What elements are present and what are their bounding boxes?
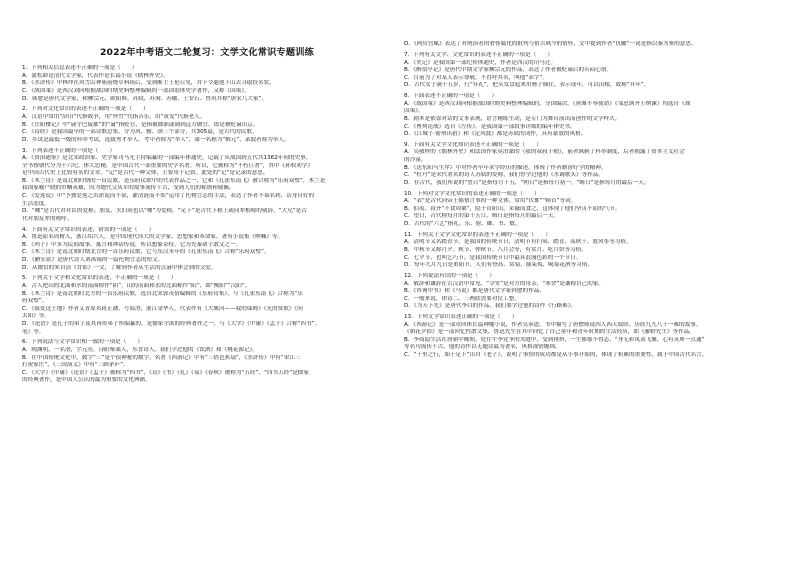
question-block — [22, 148, 392, 224]
question-block — [22, 275, 392, 336]
question-line: C．一般来说，律诗二、三两联需要对仗工整。 — [404, 295, 520, 302]
question-line: 太阳》等。 — [22, 313, 50, 320]
question-line: C．目前为了对某人表示尊敬，不直呼其名，叫他“表字”。 — [404, 74, 548, 81]
question-block — [404, 52, 774, 90]
question-line: 《朝花夕拾》是一部回忆性散文集，鲁迅先生在其中回忆了自己童年和青年时期的生活经历，如《藤野先生》等作品。 — [404, 329, 695, 336]
question-line: 全书按朝代分为十六纪，体大思精，是中国古代一部重要的史学名著。所以，它被称为“不朽巨著”，其中《孙权劝学》 — [22, 162, 314, 169]
question-line: A．吴敬梓的《儒林外史》和法国作家莫泊桑的《我的叔叔于勒》，前者讽刺了科举制度，后者揭露了资本主义社会 — [404, 149, 685, 156]
question-line: B．剧本是依靠对话的文本表现，语言精练生动，是专门为舞台演出而创作的文学样式。 — [404, 115, 621, 122]
question-line: C．“千里之行，始于足下”出自《老子》，说明了事情的成功都是从小事开始的，体现了积累的重要性，属于中国古代名言。 — [404, 352, 708, 359]
question-block — [404, 41, 774, 49]
question-line: D．在古代，我们所说的“望日”是指每月十五，“朔日”是指每月初一，“晦日”是指每月的最后一天。 — [404, 179, 650, 186]
question-line: B．《木兰诗》是南北朝时北方的一首乐府民歌，选自北宋郭茂倩编辑的《乐府诗集》，与《孔雀东南飞》合称为“乐 — [22, 290, 303, 297]
question-block — [22, 339, 392, 385]
question-line: B．《岳阳楼记》中“谪守巴陵郡”的“谪”指贬官，是指被降职或调到远方做官，即是被贬谪出京。 — [22, 121, 259, 128]
question-line: A．《史记》是我国第一部纪传体通史，作者是西汉的司马迁。 — [404, 59, 557, 66]
question-line: C．《诗经》是我国最早的一部诗歌总集，分为风、雅、颂三个部分，共305篇，是古代的民歌。 — [22, 129, 258, 136]
question-block — [22, 106, 392, 144]
question-line: A．《战国策》是西汉刘向根据战国时期史料整理编辑的，分国编次。《唐雎不辱使命》《邹忌讽齐王纳谏》均选自《战 — [404, 100, 691, 107]
question-line: D．古代的“六艺”指礼、乐、射、御、书、数。 — [404, 221, 521, 227]
question-line: 等名句流传千古，他的诗作以无题诗最为著名，风格深情缠绵。 — [404, 344, 561, 351]
question-line: B．《醉翁亭记》是唐代中期文学家柳宗元的作品，表达了作者被贬谪后的苦闷心情。 — [404, 67, 613, 74]
question-line: D．《陋室铭》是唐代诗人刘禹锡的一篇托物言志的短文。 — [22, 257, 164, 263]
right-column — [404, 38, 774, 360]
question-line: B．在中国传统文化中，数字“三”是个很神秘的数字，名著《西游记》中有“三借芭蕉扇”，《水浒传》中有“宋江三 — [22, 354, 301, 361]
question-stem: D．《阿房宫赋》表达了对统治者的奢侈腐化的批判与借古讽今的情怀，文中提到作者“仇雠”一词是指以秦为鉴的意思。 — [404, 41, 697, 48]
question-line: 代对朋友辈的称呼。 — [22, 215, 73, 222]
question-line: C．《我爱这土地》作者艾青原名蒋正涵，号海澄，浙江金华人。代表作有《大堰河——我的保姆》《光的赞歌》《向 — [22, 305, 303, 312]
question-line: 笔》等。 — [22, 328, 45, 335]
question-line: D．韩愈是唐代文学家，和柳宗元、欧阳修、苏轼、苏洵、苏辙、王安石、曾巩并称“唐宋八大家”。 — [22, 95, 268, 102]
question-stem: 9．下面有关文学文化知识表述不正确的一项是（ ） — [404, 141, 542, 148]
question-line: A．“表”是古代向帝王陈情言事的一种文体。常用“伏惟”“顿首”等词。 — [404, 198, 577, 205]
question-block — [404, 232, 774, 270]
question-line: 的冷漠。 — [404, 157, 427, 164]
question-line: B．《送东阳马生序》中对作者早年求学经历的描述，体现了作者勤奋好学的精神。 — [404, 164, 607, 171]
question-block — [404, 314, 774, 360]
question-line: D．乡试是最低一级的科举考试，选拔秀才举人，考中者称为“举人”，第一名称为“解元”，录取者称为举人。 — [22, 136, 290, 143]
question-stem: 3．下列表述不正确的一项是（ ） — [22, 147, 116, 154]
question-line: B．伯夷、叔齐“不食周粟”，隐于首阳山，采薇而食之，这体现了他们坚贞不屈的气节。 — [404, 205, 621, 212]
question-line: 国策》。 — [404, 108, 424, 115]
question-line: A．清明节又名踏青节，是我国的传统节日，清明节有扫墓、踏青、荡秋千、放风筝等习俗。 — [404, 239, 632, 246]
question-line: 的经典著作，是中国人公认的最为重要的文化典籍。 — [22, 377, 151, 384]
question-block — [404, 93, 774, 139]
left-column — [22, 62, 392, 385]
question-line: D．《论语》是孔子的弟子及其再传弟子所编纂的，是儒家学派的经典著作之一，与《大学》《中庸》《孟子》合称“四书”。 — [22, 320, 321, 327]
question-line: B．《咨询中书》和《马说》都是唐代文学家韩愈的作品。 — [404, 288, 545, 295]
question-stem: 12．下列说法有误的一项是（ ） — [404, 272, 496, 279]
question-stem: 4．下面有关文学常识的表述，错误的一项是（ ） — [22, 226, 155, 233]
question-line: D．《为天下先》是唐代李白的作品，我们要学过他的诗作《行路难》。 — [404, 303, 577, 310]
question-line: C．《木兰诗》是南北朝时期北方的一首乐府民歌，它与东汉末年的《孔雀东南飞》合称“乐府双璧”。 — [22, 249, 270, 256]
question-line: D．每年九月九日是重阳节，人们有登高、赏菊、插茱萸、喝菊花酒等习俗。 — [404, 262, 593, 269]
question-line: C．七夕节，也叫乞巧节，是我国传统节日中最具浪漫色彩的一个节日。 — [404, 254, 582, 261]
question-line: A．陶渊明，一名潜，字元亮，浔阳柴桑人，东晋诗人。我们学过他的《饮酒》和《桃花源记》。 — [22, 346, 258, 353]
question-line: B．《水浒传》中林冲在风雪山神庙前烧草料场后，受到断主王伦召见，并下令逼他下山去寻取投名状。 — [22, 80, 275, 87]
question-line: B．李商隐生活在唐朝中晚期，处在牛李党争的夹缝中，受到排挤，一生郁郁不得志，“身无彩凤双飞翼，心有灵犀一点通” — [404, 336, 705, 343]
question-line: A．鲁迅原名周树人，浙江绍兴人，是中国现代伟大的文学家、思想家和革命家。著有小说集《呐喊》等。 — [22, 234, 284, 241]
question-line: 打祝家庄”，《三国演义》中有“三顾茅庐”。 — [22, 362, 129, 369]
question-line: A．《西游记》是一部章回体长篇神魔小说，作者吴承恩。书中描写了唐僧师徒四人西天取经、历经九九八十一难的故事。 — [404, 321, 702, 328]
question-block — [22, 227, 392, 273]
question-line: 生活态度。 — [22, 200, 50, 207]
question-stem: 2．下列对文化常识的表述不正确的一项是（ ） — [22, 106, 149, 113]
question-block — [404, 142, 774, 188]
question-line: D．“卿”是古代君对臣的爱称；朋友、夫妇间也以“卿”为爱称。“足下”是古代下称上或同辈相称的敬辞。“大兄”是古 — [22, 208, 307, 215]
question-line: C．《曹刿论战》选自《左传》，是我国第一部叙事详细的编年体史书。 — [404, 123, 576, 130]
question-line: D．《江城子·密州出猎》和《定风波》都是苏轼的词作，具有豪放的风格。 — [404, 131, 587, 138]
question-stem: 10．下列对文学文化常识的表述正确的一项是（ ） — [404, 190, 540, 197]
question-stem: 6．下列说法与文学常识相一致的一项是（ ） — [22, 339, 144, 346]
question-block — [404, 273, 774, 311]
question-line: A．蒲松龄是清代文学家，代表作是长篇小说《儒林外史》。 — [22, 72, 169, 79]
document-title: 2022年中考语文二轮复习：文学文化常识专题训练 — [99, 47, 315, 58]
question-line: D．古代女子满十五岁，行“笄礼”，把头发盘起来用簪子插住，表示成年，可以出嫁，故称“笄年”。 — [404, 82, 650, 89]
question-block — [404, 191, 774, 229]
question-line: B．《列子》中多为民间故事、寓言和神话传说，所以想象奇特，它为先秦诸子散文之一。 — [22, 241, 242, 248]
question-line: 府双璧”。 — [22, 298, 48, 305]
question-stem: 8．下面表述不正确的一项是（ ） — [404, 93, 498, 100]
question-line: C．《爱莲说》中“予独爱莲之出淤泥而不染，濯清涟而不妖”运用了托物言志的手法，表达了作者不慕名利、洁身自好的 — [22, 193, 315, 200]
question-line: C．《大学》《中庸》《论语》《孟子》被称为“四书”，《诗》《书》《礼》《易》《春秋》被称为“五经”，“四书五经”是儒家 — [22, 369, 309, 376]
question-line: A．敬辞和谦辞在古汉语中常见，“令堂”是对方的母亲，“寒舍”是谦称自己的家。 — [404, 280, 605, 287]
question-line: C．望日，古代称每月的第十五日，晦日是指每月的最后一天。 — [404, 213, 559, 220]
question-block — [22, 65, 392, 103]
question-stem: 11．下列关于文学文化常识的表述不正确的一项是（ ） — [404, 231, 551, 238]
question-stem: 13．下列文学常识表述正确的一项是（ ） — [404, 314, 518, 321]
question-line: A．《资治通鉴》是北宋政治家、史学家司马光主持编纂的一部编年体通史，记载了从战国到五代共1362年间的史事。 — [22, 155, 312, 162]
question-stem: 5．下列关于文学和文化常识的表述，不正确的一项是（ ） — [22, 275, 177, 282]
question-line: B．《木兰诗》是南北朝时期的一首民歌，是乐府民歌中的代表作品之一，它和《孔雀东南飞》被合称为“乐府双璧”，木兰是 — [22, 177, 326, 184]
question-stem: 1．下列相关信息表述不正确的一项是（ ） — [22, 65, 138, 72]
question-line: 我国家喻户晓的巾帼英雄，因为她代父从军的故事流传千古，受到人们的称颂和敬佩。 — [22, 185, 235, 192]
question-line: 是中国古代史上比较有名的文章。“记”是古代一种文体，主要用于记叙。此处的“记”是记录的意思。 — [22, 170, 269, 177]
question-line: A．古人把山的北面和水的南面称作“阴”，山的南面和水的北面称作“阳”，如“衡阳”“汉阳”。 — [22, 282, 251, 289]
question-line: C．“牡丹”是宋代著名的诗人苏轼的爱称，我们曾学过他的《水调歌头》等作品。 — [404, 172, 604, 179]
question-line: D．从微信的朱自清《背影》一文，了解到作者从生活的点滴中体会到的父爱。 — [22, 264, 217, 271]
question-line: C．《战国策》是西汉刘向根据战国时期史料整理编辑的一部国别体史学著作，又称《国策》。 — [22, 87, 250, 94]
question-line: A．汉语中常用“辞旧”代指战争，用“丝竹”代指音乐，用“黄发”代指老人。 — [22, 113, 206, 120]
question-line: B．中秋节又称月夕、秋节、仲秋节、八月会等，有赏月、吃月饼等习俗。 — [404, 246, 587, 253]
question-stem: 7．下列有关文学、文化常识的表述不正确的一项是（ ） — [404, 51, 553, 58]
